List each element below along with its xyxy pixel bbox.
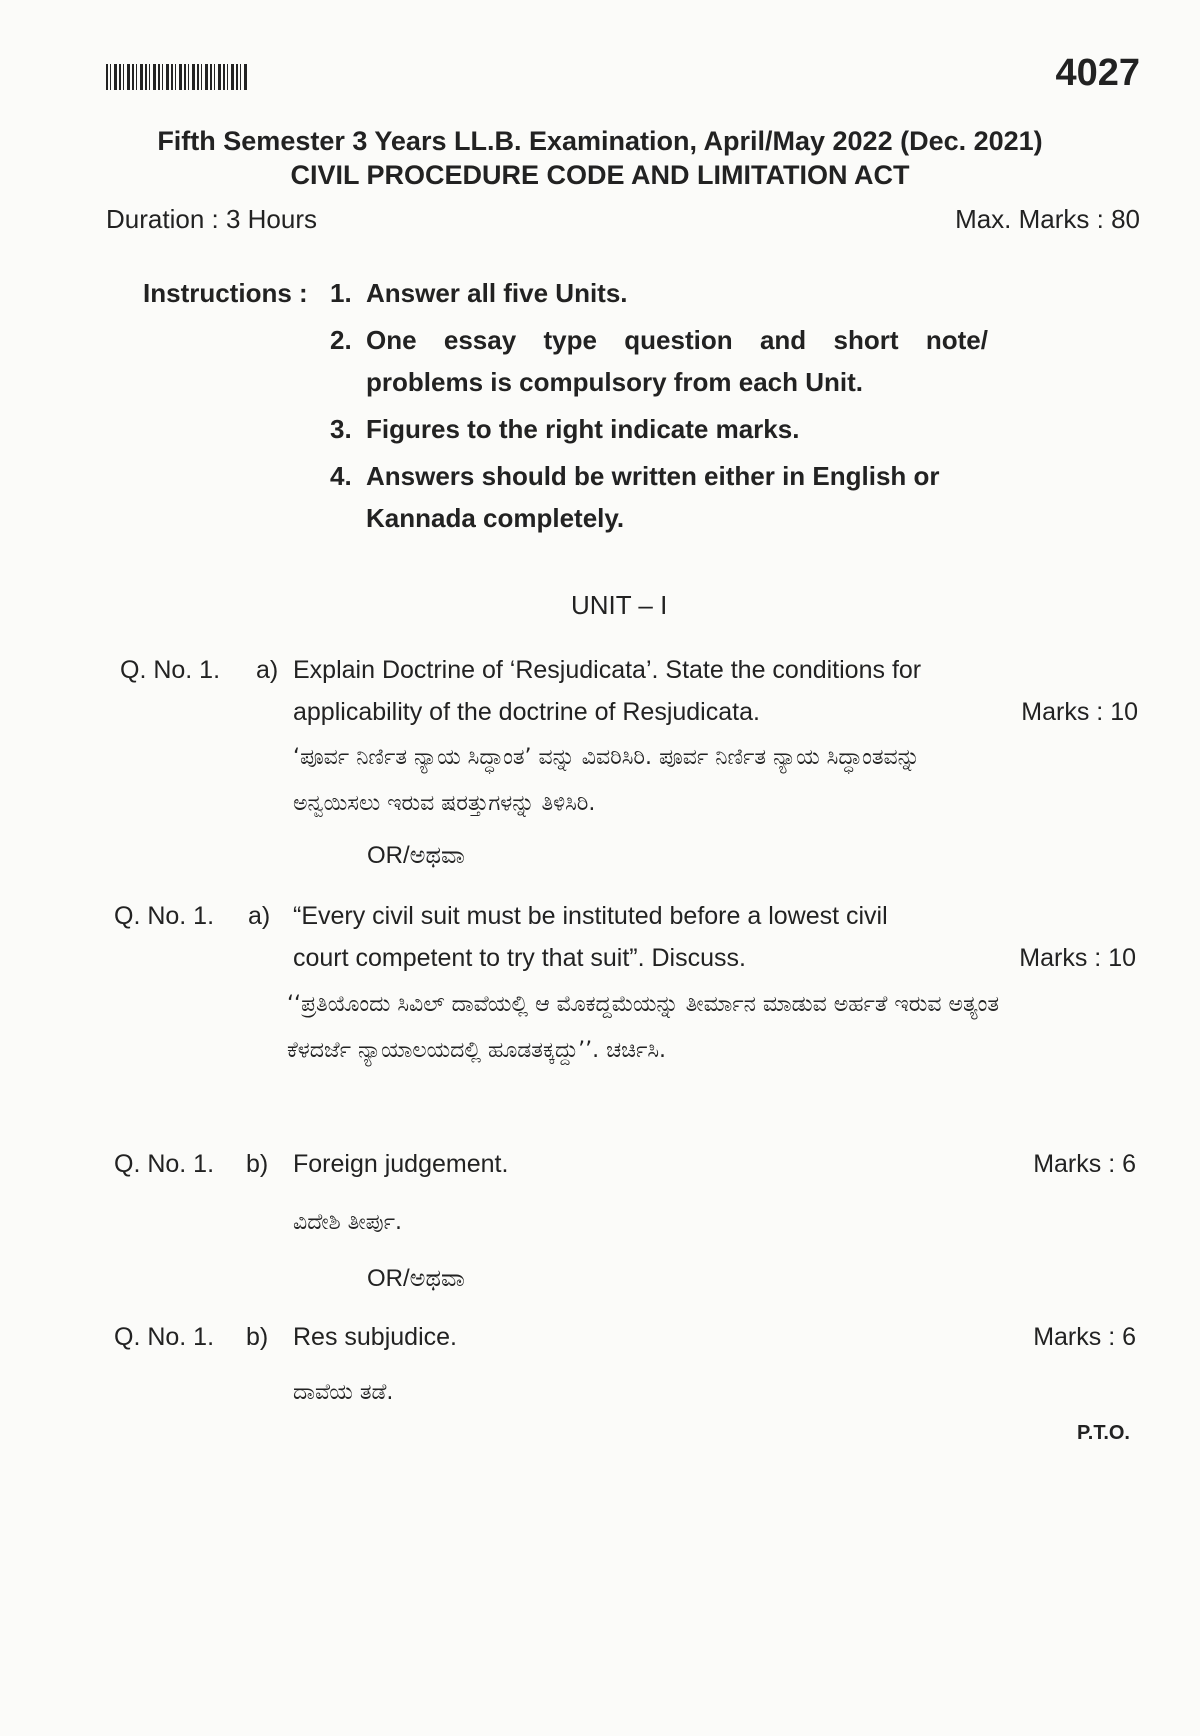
instruction-word: and <box>759 325 807 355</box>
question-text-kannada: ‘ಪೂರ್ವ ನಿರ್ಣಿತ ನ್ಯಾಯ ಸಿದ್ಧಾಂತ’ ವನ್ನು ವಿವರಿಸಿರಿ. ಪೂರ್ವ ನಿರ್ಣಿತ ನ್ಯಾಯ ಸಿದ್ಧಾಂತವನ್ನು ಅನ್ವಯಿಸಲು ಇರುವ ಷರತ್ತುಗಳನ್ನು ತಿಳಿಸಿರಿ. <box>293 745 920 816</box>
max-marks: Max. Marks : 80 <box>955 204 1140 234</box>
question-label: Q. No. 1. <box>114 1150 215 1178</box>
page-turn-over: P.T.O. <box>1077 1422 1130 1444</box>
question-marks: Marks : 10 <box>1019 944 1136 972</box>
instruction-2-line2: problems is compulsory from each Unit. <box>366 367 863 397</box>
question-label: Q. No. 1. <box>120 656 221 684</box>
instruction-1-num: 1. <box>330 278 352 308</box>
instruction-word: note/ <box>925 325 988 355</box>
question-text-kannada: ದಾವೆಯ ತಡೆ. <box>293 1380 394 1405</box>
or-separator: OR/ಅಥವಾ <box>367 1265 465 1292</box>
instruction-word: short <box>833 325 899 355</box>
instruction-1-text: Answer all five Units. <box>366 278 628 308</box>
instruction-2-num: 2. <box>330 325 352 355</box>
instruction-4-text: Answers should be written either in English or Kannada completely. <box>366 461 940 533</box>
question-part: b) <box>246 1150 269 1178</box>
question-text-kannada: ‘‘ಪ್ರತಿಯೊಂದು ಸಿವಿಲ್ ದಾವೆಯಲ್ಲಿ ಆ ಮೊಕದ್ದಮೆಯನ್ನು ತೀರ್ಮಾನ ಮಾಡುವ ಅರ್ಹತೆ ಇರುವ ಅತ್ಯಂತ ಕೆಳದರ್ಜೆ ನ್ಯಾಯಾಲಯದಲ್ಲಿ ಹೂಡತಕ್ಕದ್ದು’’. ಚರ್ಚಿಸಿ. <box>287 992 1000 1063</box>
instruction-3-num: 3. <box>330 414 352 444</box>
or-separator: OR/ಅಥವಾ <box>367 842 465 869</box>
question-text-kannada: ವಿದೇಶಿ ತೀರ್ಪು. <box>293 1210 402 1235</box>
question-marks: Marks : 10 <box>1021 698 1138 726</box>
exam-title: Fifth Semester 3 Years LL.B. Examination, April/May 2022 (Dec. 2021) <box>157 126 1043 156</box>
question-label: Q. No. 1. <box>114 1323 215 1351</box>
question-text: “Every civil suit must be instituted before a lowest civil court competent to try that suit”. Discuss. <box>293 902 888 972</box>
instruction-word: type <box>543 325 597 355</box>
instruction-3-text: Figures to the right indicate marks. <box>366 414 800 444</box>
question-label: Q. No. 1. <box>114 902 215 930</box>
duration: Duration : 3 Hours <box>106 204 317 234</box>
instruction-word: One <box>366 325 417 355</box>
instruction-word: question <box>624 325 733 355</box>
instruction-word: essay <box>443 325 517 355</box>
paper-code: 4027 <box>1055 52 1140 94</box>
instruction-2-line1 <box>366 325 988 356</box>
question-marks: Marks : 6 <box>1033 1150 1136 1178</box>
question-text: Foreign judgement. <box>293 1150 509 1178</box>
barcode <box>106 64 248 90</box>
unit-heading: UNIT – I <box>571 590 668 620</box>
instruction-4-num: 4. <box>330 461 352 491</box>
question-text: Explain Doctrine of ‘Resjudicata’. State the conditions for applicability of the doctrine of Resjudicata. <box>293 656 922 726</box>
question-part: b) <box>246 1323 269 1351</box>
instructions-label: Instructions : <box>143 278 308 308</box>
question-part: a) <box>256 656 279 684</box>
subject-title: CIVIL PROCEDURE CODE AND LIMITATION ACT <box>290 160 910 190</box>
question-marks: Marks : 6 <box>1033 1323 1136 1351</box>
question-part: a) <box>248 902 271 930</box>
question-text: Res subjudice. <box>293 1323 457 1351</box>
